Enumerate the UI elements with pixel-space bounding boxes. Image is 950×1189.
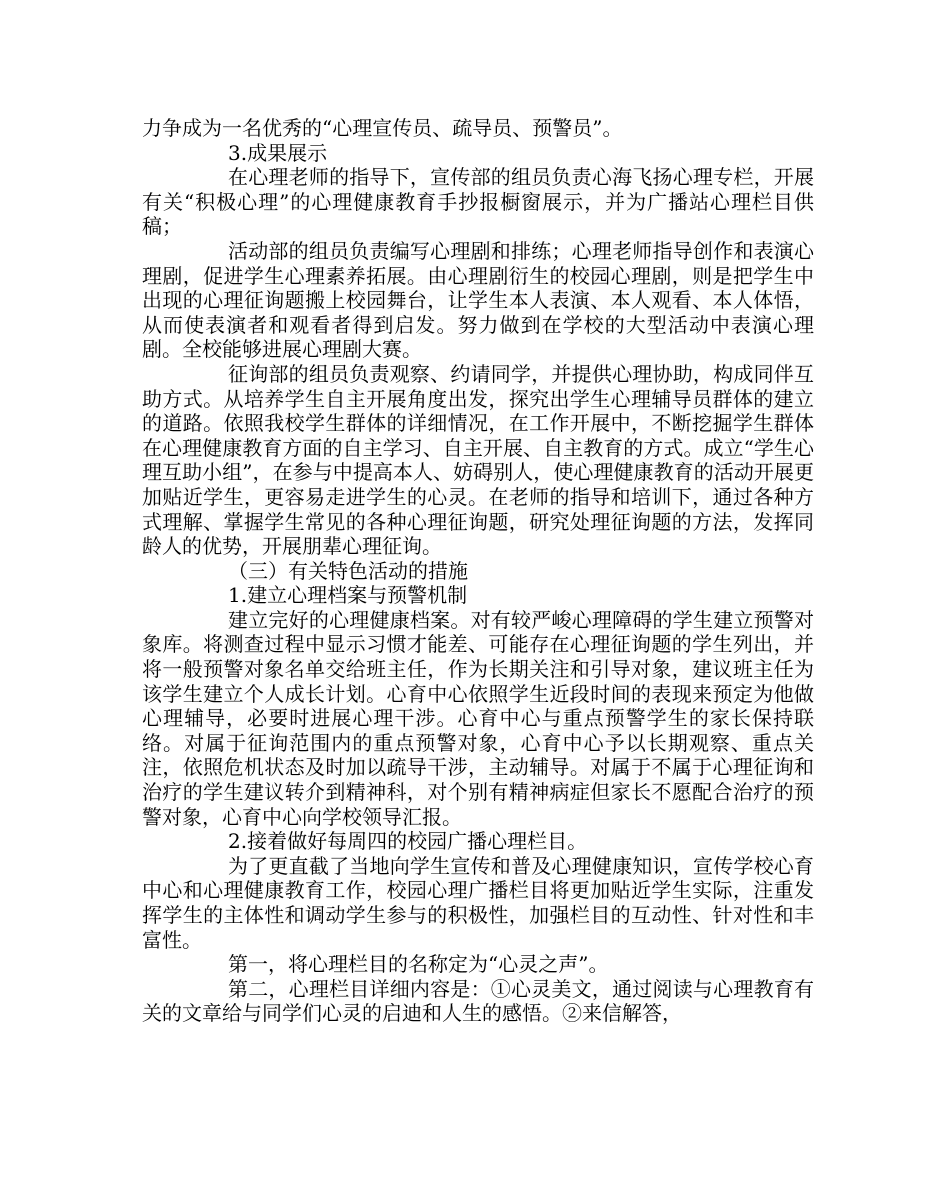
heading-archive-warning: 1.建立心理档案与预警机制 <box>228 583 468 608</box>
document-body <box>142 116 814 1026</box>
paragraph-publicity-dept: 在心理老师的指导下，宣传部的组员负责心海飞扬心理专栏，开展有关“积极心理”的心理健康教育手抄报橱窗展示，并为广播站心理栏目供稿； <box>142 165 814 239</box>
paragraph-program-content: 第二，心理栏目详细内容是：①心灵美文，通过阅读与心理教育有关的文章给与同学们心灵的启迪和人生的感悟。②来信解答， <box>142 976 814 1026</box>
heading-achievement-display: 3.成果展示 <box>228 140 328 165</box>
paragraph-program-name: 第一，将心理栏目的名称定为“心灵之声”。 <box>228 952 609 977</box>
heading-special-activities: （三）有关特色活动的措施 <box>228 558 468 583</box>
paragraph-consulting-dept: 征询部的组员负责观察、约请同学，并提供心理协助，构成同伴互助方式。从培养学生自主开展角度出发，探究出学生心理辅导员群体的建立的道路。依照我校学生群体的详细情况，在工作开展中，不断挖掘学生群体在心理健康教育方面的自主学习、自主开展、自主教育的方式。成立“学生心理互助小组”，在参与中提高本人、妨碍别人，使心理健康教育的活动开展更加贴近学生，更容易走进学生的心灵。在老师的指导和培训下，通过各种方式理解、掌握学生常见的各种心理征询题，研究处理征询题的方法，发挥同龄人的优势，开展朋辈心理征询。 <box>142 361 814 559</box>
paragraph-goal-line: 力争成为一名优秀的“心理宣传员、疏导员、预警员”。 <box>142 116 623 140</box>
paragraph-activity-dept: 活动部的组员负责编写心理剧和排练；心理老师指导创作和表演心理剧，促进学生心理素养拓展。由心理剧衍生的校园心理剧，则是把学生中出现的心理征询题搬上校园舞台，让学生本人表演、本人观看、本人体悟，从而使表演者和观看者得到启发。努力做到在学校的大型活动中表演心理剧。全校能够进展心理剧大赛。 <box>142 238 814 362</box>
paragraph-broadcast-purpose: 为了更直截了当地向学生宣传和普及心理健康知识，宣传学校心育中心和心理健康教育工作，校园心理广播栏目将更加贴近学生实际，注重发挥学生的主体性和调动学生参与的积极性，加强栏目的互动性、针对性和丰富性。 <box>142 853 814 952</box>
heading-campus-broadcast: 2.接着做好每周四的校园广播心理栏目。 <box>228 829 588 854</box>
paragraph-archive-warning: 建立完好的心理健康档案。对有较严峻心理障碍的学生建立预警对象库。将测查过程中显示习惯才能差、可能存在心理征询题的学生列出，并将一般预警对象名单交给班主任，作为长期关注和引导对象，建议班主任为该学生建立个人成长计划。心育中心依照学生近段时间的表现来预定为他做心理辅导，必要时进展心理干涉。心育中心与重点预警学生的家长保持联络。对属于征询范围内的重点预警对象，心育中心予以长期观察、重点关注，依照危机状态及时加以疏导干涉，主动辅导。对属于不属于心理征询和治疗的学生建议转介到精神科，对个别有精神病症但家长不愿配合治疗的预警对象，心育中心向学校领导汇报。 <box>142 607 814 829</box>
